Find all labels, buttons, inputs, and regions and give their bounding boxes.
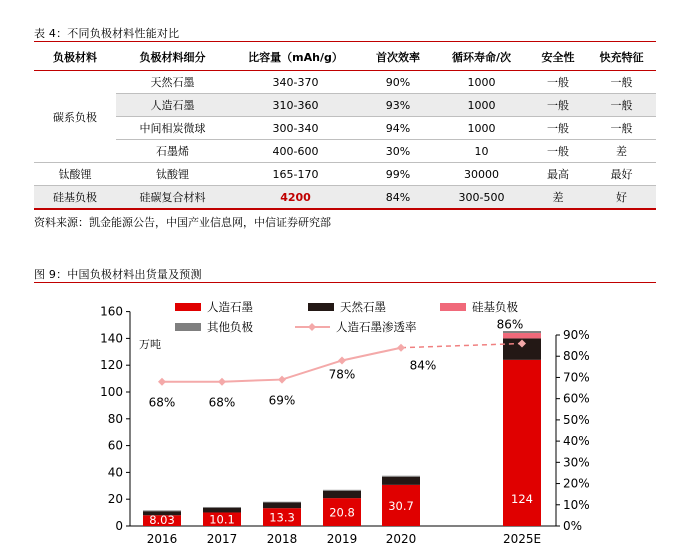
bar-segment: [323, 491, 361, 498]
bar-data-label: 13.3: [269, 510, 295, 525]
line-data-label: 86%: [496, 317, 524, 332]
figure-caption: 图 9：中国负极材料出货量及预测: [34, 268, 202, 281]
group-cell-carbon: 碳系负极: [34, 71, 116, 163]
cell: 硅碳复合材料: [116, 186, 229, 210]
y2-tick-label: 50%: [563, 412, 590, 427]
cell: 钛酸锂: [116, 163, 229, 186]
y-unit-label: 万吨: [139, 338, 161, 351]
y-tick-label: 140: [100, 331, 123, 346]
cell: 人造石墨: [116, 94, 229, 117]
bar-data-label: 30.7: [388, 498, 414, 513]
cell: 天然石墨: [116, 71, 229, 94]
cell: 1000: [434, 94, 529, 117]
x-tick-label: 2020: [385, 532, 417, 546]
x-tick-label: 2017: [206, 532, 238, 546]
cell: 差: [529, 186, 587, 210]
table-caption: 表 4：不同负极材料性能对比: [34, 27, 180, 40]
x-tick-label: 2018: [266, 532, 298, 546]
cell: 1000: [434, 117, 529, 140]
legend-swatch: [440, 303, 466, 311]
cell: 一般: [587, 71, 656, 94]
cell: 30000: [434, 163, 529, 186]
cell: 165-170: [229, 163, 362, 186]
y-tick-label: 40: [107, 465, 123, 480]
bar-data-label: 20.8: [329, 505, 355, 520]
cell: 30%: [362, 140, 434, 163]
cell: 10: [434, 140, 529, 163]
cell: 310-360: [229, 94, 362, 117]
table-row: [34, 163, 656, 186]
cell: 差: [587, 140, 656, 163]
header-fast-charge: 快充特征: [599, 51, 644, 64]
table-row: [34, 186, 656, 210]
bar-segment: [203, 507, 241, 508]
legend: [175, 300, 518, 334]
cell: 中间相炭微球: [116, 117, 229, 140]
cell: 最高: [529, 163, 587, 186]
y2-tick-label: 70%: [563, 370, 590, 385]
cell-highlight: 4200: [229, 186, 362, 210]
cell: 94%: [362, 117, 434, 140]
cell: 一般: [529, 71, 587, 94]
legend-line-marker: [308, 323, 316, 331]
line-point: [278, 376, 286, 384]
cell: 一般: [529, 94, 587, 117]
bar-segment: [263, 503, 301, 509]
shipment-chart: [0, 290, 689, 548]
y-tick-label: 20: [107, 492, 123, 507]
cell: 90%: [362, 71, 434, 94]
cell: 340-370: [229, 71, 362, 94]
y2-tick-label: 20%: [563, 476, 590, 491]
cell: 99%: [362, 163, 434, 186]
figure-caption-rule: [34, 282, 656, 283]
bar-segment: [323, 490, 361, 491]
bar-segment: [503, 333, 541, 338]
y2-tick-label: 90%: [563, 328, 590, 342]
legend-label: 硅基负极: [472, 300, 518, 314]
cell: 一般: [587, 94, 656, 117]
table-row: [34, 117, 656, 140]
table-caption-rule: [34, 41, 656, 42]
bar-segment: [382, 477, 420, 485]
x-tick-label: 2019: [326, 532, 358, 546]
cell: 400-600: [229, 140, 362, 163]
legend-label: 天然石墨: [340, 300, 386, 314]
legend-swatch: [175, 323, 201, 331]
line-data-label: 69%: [268, 393, 296, 408]
header-cycle-life: 循环寿命/次: [451, 51, 512, 64]
y-tick-label: 60: [107, 438, 123, 453]
legend-label: 人造石墨: [207, 300, 253, 314]
group-cell-lto: 钛酸锂: [34, 163, 116, 186]
bar-data-label: 10.1: [209, 512, 235, 527]
header-material: 负极材料: [53, 51, 97, 64]
cell: 一般: [529, 140, 587, 163]
y2-tick-label: 60%: [563, 391, 590, 406]
x-tick-label: 2016: [146, 532, 178, 546]
line-data-label: 78%: [328, 367, 356, 382]
cell: 300-500: [434, 186, 529, 210]
y-tick-label: 160: [100, 304, 123, 319]
y-tick-label: 100: [100, 385, 123, 399]
y2-tick-label: 0%: [563, 519, 583, 533]
y2-tick-label: 30%: [563, 455, 590, 470]
x-tick-label: 2025E: [502, 532, 542, 546]
bar-segment: [382, 476, 420, 477]
y2-tick-label: 40%: [563, 434, 590, 449]
line-point: [338, 356, 346, 364]
legend-swatch: [308, 303, 334, 311]
line-point: [158, 378, 166, 386]
bar-segment: [143, 510, 181, 511]
cell: 一般: [587, 117, 656, 140]
line-data-label: 68%: [148, 395, 176, 410]
table-row: [34, 140, 656, 163]
header-efficiency: 首次效率: [376, 51, 420, 64]
cell: 300-340: [229, 117, 362, 140]
header-safety: 安全性: [541, 51, 575, 64]
cell: 石墨烯: [116, 140, 229, 163]
bar-data-label: 8.03: [149, 513, 175, 527]
cell: 93%: [362, 94, 434, 117]
y2-tick-label: 10%: [563, 497, 590, 512]
line-data-label: 68%: [208, 395, 236, 410]
y-tick-label: 120: [100, 358, 123, 373]
table-row: [34, 71, 656, 94]
comparison-table: [34, 44, 656, 210]
y2-tick-label: 80%: [563, 349, 590, 364]
line-point: [397, 344, 405, 352]
cell: 一般: [529, 117, 587, 140]
header-subtype: 负极材料细分: [139, 51, 206, 64]
bar-segment: [263, 502, 301, 503]
y-tick-label: 80: [107, 411, 123, 426]
legend-label: 其他负极: [207, 320, 253, 334]
header-capacity: 比容量（mAh/g）: [248, 51, 343, 64]
cell: 84%: [362, 186, 434, 210]
table-source: 资料来源：凯金能源公告，中国产业信息网，中信证券研究部: [34, 216, 331, 229]
line-point: [218, 378, 226, 386]
line-data-label: 84%: [409, 358, 437, 373]
legend-swatch: [175, 303, 201, 311]
cell: 最好: [587, 163, 656, 186]
bar-data-label: 124: [511, 491, 533, 506]
group-cell-silicon: 硅基负极: [34, 186, 116, 210]
cell: 好: [587, 186, 656, 210]
y-tick-label: 0: [115, 519, 123, 533]
table-row: [34, 94, 656, 117]
cell: 1000: [434, 71, 529, 94]
legend-label: 人造石墨渗透率: [336, 320, 417, 334]
